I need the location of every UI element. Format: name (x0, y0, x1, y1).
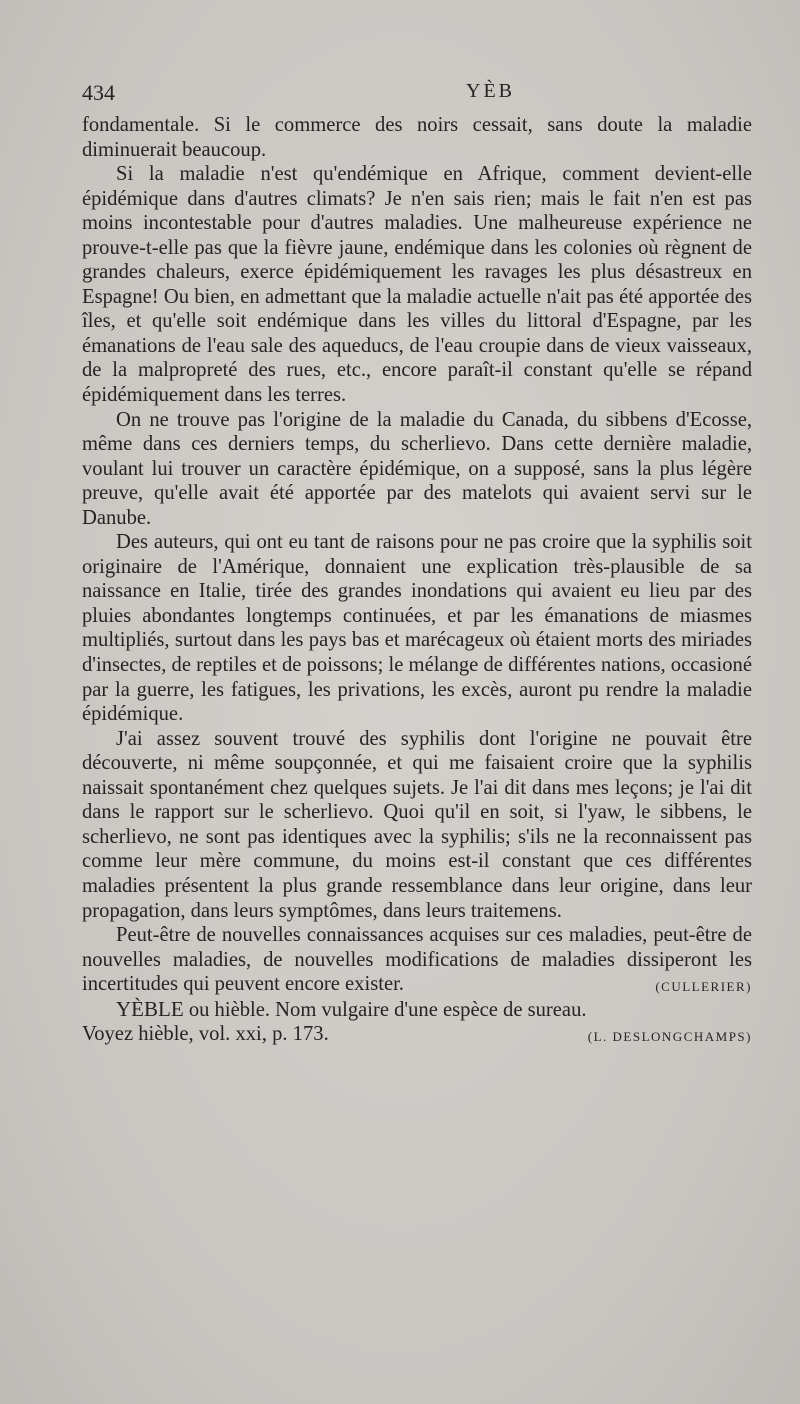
entry-definition: ou hièble. Nom vulgaire d'une espèce de sureau. (188, 998, 587, 1021)
paragraph-last (82, 923, 752, 997)
paragraph: Si la maladie n'est qu'endémique en Afrique, comment devient-elle épidémique dans d'autres climats? Je n'en sais rien; mais le fait n'en est pas moins incontestable pour d'autres maladies. Une malheureuse expérience ne prouve-t-elle pas que la fièvre jaune, endémique dans les colonies où règnent de grandes chaleurs, exerce épidémiquement les ravages les plus désastreux en Espagne! Ou bien, en admettant que la maladie actuelle n'ait pas été apportée des îles, et qu'elle soit endémique dans les villes du littoral d'Espagne, par les émanations de l'eau sale des aqueducs, de l'eau croupie dans de vieux vaisseaux, de la malpropreté des rues, etc., encore paraît-il constant qu'elle se répand épidémiquement dans les terres. (82, 163, 752, 407)
body-text (82, 113, 752, 1050)
paragraph: On ne trouve pas l'origine de la maladie du Canada, du sibbens d'Ecosse, même dans ces derniers temps, du scherlievo. Dans cette dernière maladie, voulant lui trouver un caractère épidémique, on a supposé, sans la plus légère preuve, qu'elle avait été apportée par des matelots qui avaient servi sur le Danube. (82, 408, 752, 529)
paragraph: J'ai assez souvent trouvé des syphilis dont l'origine ne pouvait être découverte, ni même soupçonnée, et qui me faisaient croire que la syphilis naissait spontanément chez quelques sujets. Je l'ai dit dans mes leçons; je l'ai dit dans le rapport sur le scherlievo. Quoi qu'il en soit, si l'yaw, le sibbens, le scherlievo, ne sont pas identiques avec la syphilis; s'ils ne la reconnaissent pas comme leur mère commune, du moins est-il constant que ces différentes maladies présentent la plus grande ressemblance dans leur origine, dans leur propagation, dans leurs symptômes, dans leurs traitemens. (82, 727, 752, 922)
entry-signature: (L. DESLONGCHAMPS) (587, 1029, 752, 1045)
page-number: 434 (82, 80, 115, 105)
paragraph: Des auteurs, qui ont eu tant de raisons pour ne pas croire que la syphilis soit originaire de l'Amérique, donnaient une explication très-plausible de sa naissance en Italie, tirée des grandes inondations qui avaient eu lieu par des pluies abondantes longtemps continuées, et par les émanations de miasmes multipliés, surtout dans les pays bas et marécageux où étaient morts des miriades d'insectes, de reptiles et de poissons; le mélange de différentes nations, occasioné par la guerre, les fatigues, les privations, les excès, auront pu rendre la maladie épidémique. (82, 531, 752, 726)
dictionary-entry (82, 997, 752, 1023)
page-header (82, 80, 762, 114)
running-head: YÈB (466, 80, 515, 102)
entry-cross-reference: Voyez hièble, vol. xxi, p. 173. (82, 1023, 329, 1046)
paragraph-continuation: fondamentale. Si le commerce des noirs cessait, sans doute la maladie diminuerait beaucoup. (82, 114, 752, 161)
paragraph-text: Peut-être de nouvelles connaissances acquises sur ces maladies, peut-être de nouvelles maladies, de nouvelles modifications de maladies dissiperont les incertitudes qui peuvent encore exister. (82, 924, 752, 996)
entry-headword: YÈBLE (116, 996, 184, 1021)
entry-see-row (82, 1022, 752, 1050)
author-signature: (CULLERIER) (655, 979, 752, 995)
